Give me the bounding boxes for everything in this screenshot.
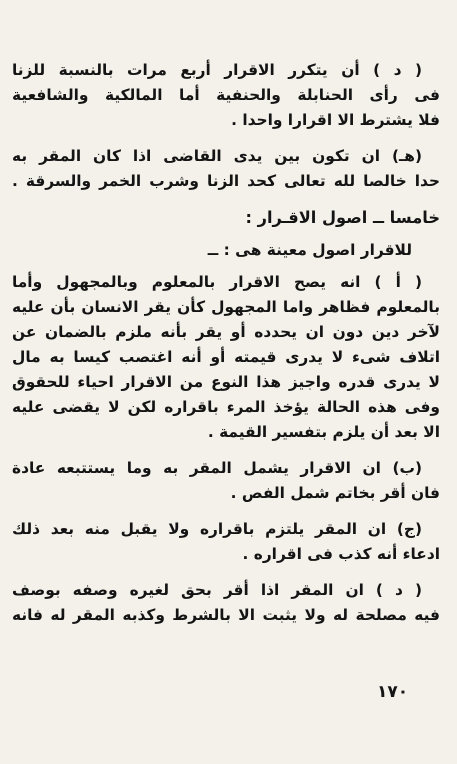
text-line: بالمعلوم فظاهر واما المجهول كأن يقر الانسان بأن عليه: [12, 298, 440, 316]
text-line: (ب) ان الاقرار يشمل المقر به وما يستتبعه عادة: [12, 459, 422, 477]
text-line: الا بعد أن يلزم بتفسير القيمة .: [207, 423, 440, 441]
text-line: ادعاء أنه كذب فى اقراره .: [242, 545, 440, 563]
page-number: ١٧٠: [377, 682, 409, 702]
item-b: [12, 456, 440, 506]
text-line: اتلاف شىء لا يدرى قيمته أو أنه اغتصب كيسا به مال: [12, 348, 440, 366]
text-line: وفى هذه الحالة يؤخذ المرء باقراره لكن لا يقضى عليه: [12, 398, 440, 416]
text-line: ( د ) ان المقر اذا أقر بحق لغيره وصفه بوصف: [12, 581, 422, 599]
item-j: [12, 517, 440, 567]
text-line: ( أ ) انه يصح الاقرار بالمعلوم وبالمجهول وأما: [12, 273, 422, 291]
item-d: [12, 578, 440, 628]
text-line: فان أقر بخاتم شمل الفص .: [230, 484, 440, 502]
paragraph-condition-h: [12, 144, 440, 194]
text-line: (هـ) ان تكون بين يدى القاضى اذا كان المقر به: [12, 147, 422, 165]
text-line: حدا خالصا لله تعالى كحد الزنا وشرب الخمر والسرقة .: [12, 172, 440, 190]
paragraph-condition-d: [12, 58, 440, 133]
text-line: (ج) ان المقر يلتزم باقراره ولا يقبل منه بعد ذلك: [12, 520, 422, 538]
section-subheading: للاقرار اصول معينة هى : ــ: [207, 241, 412, 259]
text-line: لآخر دين دون ان يحدده أو يقر بأنه ملزم بالضمان عن: [12, 323, 440, 341]
text-line: لا يدرى قدره واجيز هذا النوع من الاقرار احياء للحقوق: [12, 373, 440, 391]
page-body: [12, 58, 440, 628]
section-heading: خامسا ــ اصول الاقـرار :: [245, 208, 440, 227]
item-a: [12, 270, 440, 445]
text-line: فى رأى الحنابلة والحنفية أما المالكية والشافعية: [12, 86, 440, 104]
text-line: فيه مصلحة له ولا يثبت الا بالشرط وكذبه المقر له فانه: [12, 606, 440, 624]
text-line: فلا يشترط الا اقرارا واحدا .: [231, 111, 440, 129]
text-line: ( د ) أن يتكرر الاقرار أربع مرات بالنسبة للزنا: [12, 61, 422, 79]
